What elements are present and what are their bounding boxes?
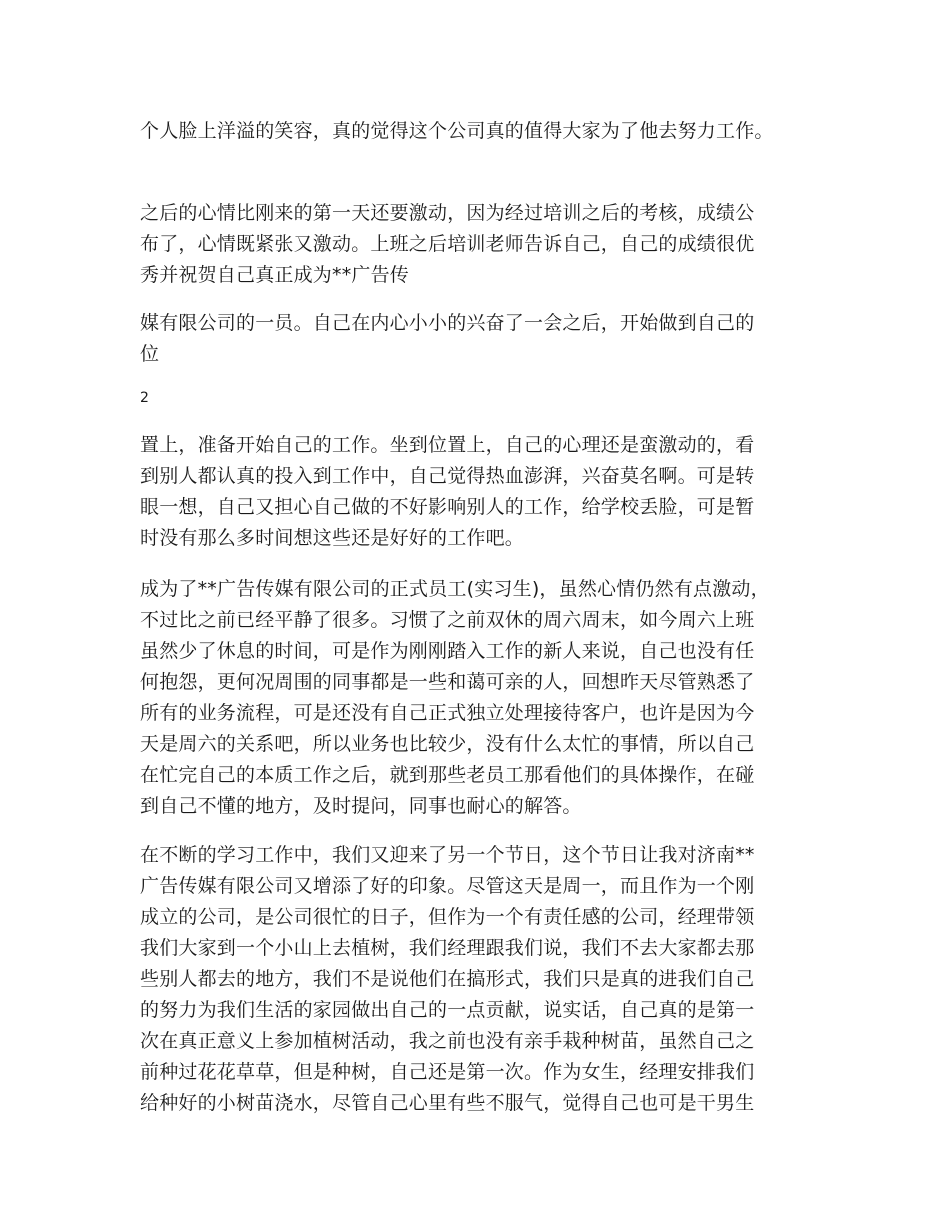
page-number: 2: [140, 390, 149, 406]
paragraph-1: 个人脸上洋溢的笑容，真的觉得这个公司真的值得大家为了他去努力工作。: [140, 120, 774, 142]
paragraph-3: 媒有限公司的一员。自己在内心小小的兴奋了一会之后，开始做到自己的 位: [140, 312, 755, 365]
paragraph-6: 在不断的学习工作中，我们又迎来了另一个节日，这个节日让我对济南** 广告传媒有限公司又增添了好的印象。尽管这天是周一，而且作为一个刚 成立的公司，是公司很忙的日子，但作为一个有责任感的公司，经理带领 我们大家到一个小山上去植树，我们经理跟我们说，我们不去大家都去那 些别人都去的地方，我们不是说他们在搞形式，我们只是真的进我们自己 的努力为我们生活的家园做出自己的一点贡献，说实话，自己真的是第一 次在真正意义上参加植树活动，我之前也没有亲手栽种树苗，虽然自己之 前种过花花草草，但是种树，自己还是第一次。作为女生，经理安排我们 给种好的小树苗浇水，尽管自己心里有些不服气，觉得自己也可是干男生: [140, 844, 755, 1114]
paragraph-2: 之后的心情比刚来的第一天还要激动，因为经过培训之后的考核，成绩公 布了，心情既紧张又激动。上班之后培训老师告诉自己，自己的成绩很优 秀并祝贺自己真正成为**广告传: [140, 202, 755, 286]
paragraph-4: 置上，准备开始自己的工作。坐到位置上，自己的心理还是蛮激动的，看 到别人都认真的投入到工作中，自己觉得热血澎湃，兴奋莫名啊。可是转 眼一想，自己又担心自己做的不好影响别人的工作，给学校丢脸，可是暂 时没有那么多时间想这些还是好好的工作吧。: [140, 434, 755, 549]
paragraph-5: 成为了**广告传媒有限公司的正式员工(实习生)，虽然心情仍然有点激动， 不过比之前已经平静了很多。习惯了之前双休的周六周末，如今周六上班 虽然少了休息的时间，可是作为刚刚踏入工作的新人来说，自己也没有任 何抱怨，更何况周围的同事都是一些和蔼可亲的人，回想昨天尽管熟悉了 所有的业务流程，可是还没有自己正式独立处理接待客户，也许是因为今 天是周六的关系吧，所以业务也比较少，没有什么太忙的事情，所以自己 在忙完自己的本质工作之后，就到那些老员工那看他们的具体操作，在碰 到自己不懂的地方，及时提问，同事也耐心的解答。: [140, 578, 770, 817]
